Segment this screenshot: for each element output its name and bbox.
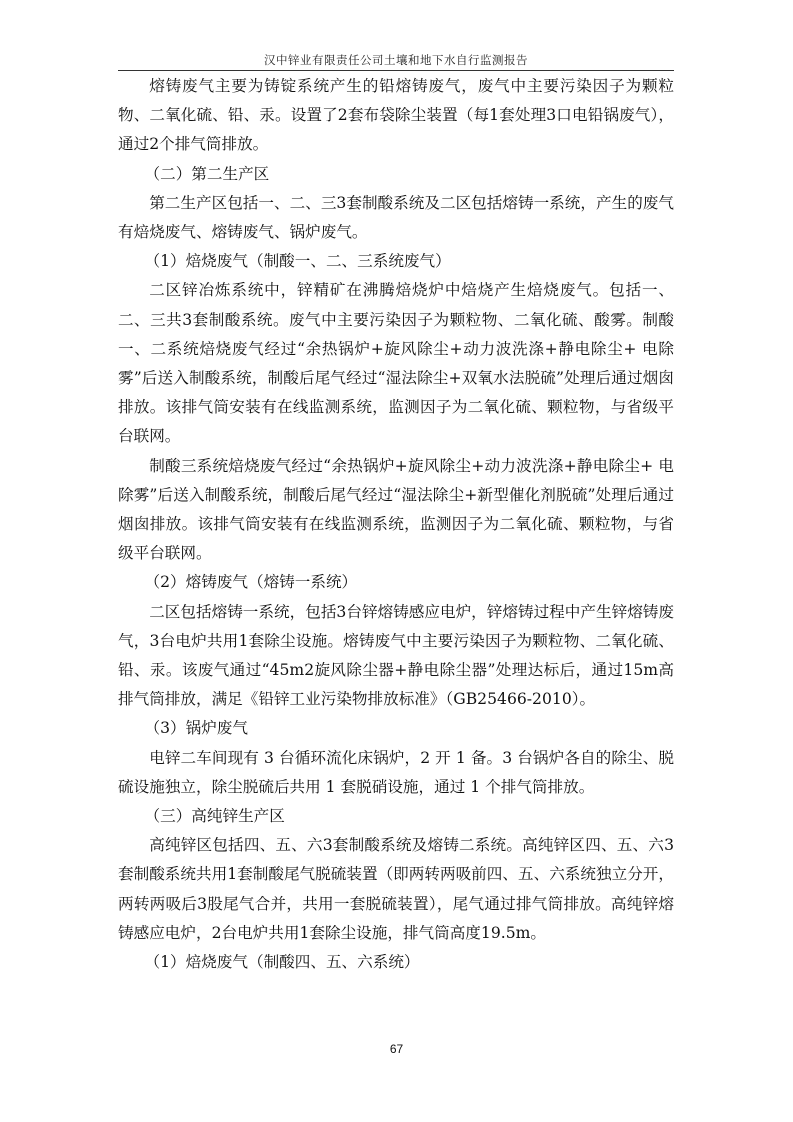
document-body — [118, 72, 674, 977]
header-divider — [118, 70, 674, 71]
paragraph-casting-gas-1: 二区包括熔铸一系统，包括3台锌熔铸感应电炉，锌熔铸过程中产生锌熔铸废气，3台电炉共用1套除尘设施。熔铸废气中主要污染因子为颗粒物、二氧化硫、铅、汞。该废气通过“45m2旋风除尘器+静电除尘器”处理达标后，通过15m高排气筒排放，满足《铅锌工业污染物排放标准》（GB25466-2010）。 — [118, 602, 674, 709]
subheading-roasting-gas-4-6: （1）焙烧废气（制酸四、五、六系统） — [144, 953, 420, 972]
subheading-casting-gas-1: （2）熔铸废气（熔铸一系统） — [144, 573, 358, 592]
paragraph-roasting-gas-1-2: 二区锌冶炼系统中，锌精矿在沸腾焙烧炉中焙烧产生焙烧废气。包括一、二、三共3套制酸系统。废气中主要污染因子为颗粒物、二氧化硫、酸雾。制酸一、二系统焙烧废气经过“余热锅炉+旋风除尘+动力波洗涤+静电除尘+ 电除雾”后送入制酸系统，制酸后尾气经过“湿法除尘+双氧水法脱硫”处理后通过烟囱排放。该排气筒安装有在线监测系统，监测因子为二氧化硫、颗粒物，与省级平台联网。 — [118, 281, 674, 446]
paragraph-roasting-gas-3: 制酸三系统焙烧废气经过“余热锅炉+旋风除尘+动力波洗涤+静电除尘+ 电除雾”后送入制酸系统，制酸后尾气经过“湿法除尘+新型催化剂脱硫”处理后通过烟囱排放。该排气筒安装有在线监测系统，监测因子为二氧化硫、颗粒物，与省级平台联网。 — [118, 456, 674, 563]
subheading-roasting-gas-1-3: （1）焙烧废气（制酸一、二、三系统废气） — [144, 252, 451, 271]
subheading-boiler-gas: （3）锅炉废气 — [144, 719, 248, 738]
paragraph-boiler-gas: 电锌二车间现有 3 台循环流化床锅炉，2 开 1 备。3 台锅炉各自的除尘、脱硫设施独立，除尘脱硫后共用 1 套脱硝设施，通过 1 个排气筒排放。 — [118, 748, 674, 796]
paragraph-high-purity-zinc-overview: 高纯锌区包括四、五、六3套制酸系统及熔铸二系统。高纯锌区四、五、六3套制酸系统共用1套制酸尾气脱硫装置（即两转两吸前四、五、六系统独立分开，两转两吸后3股尾气合并，共用一套脱硫装置），尾气通过排气筒排放。高纯锌熔铸感应电炉，2台电炉共用1套除尘设施，排气筒高度19.5m。 — [118, 836, 674, 942]
section-heading-high-purity-zinc-area: （三）高纯锌生产区 — [144, 807, 285, 826]
section-heading-second-production-area: （二）第二生产区 — [144, 164, 270, 183]
page-number: 67 — [389, 1042, 404, 1056]
paragraph-second-area-overview: 第二生产区包括一、二、三3套制酸系统及二区包括熔铸一系统，产生的废气有焙烧废气、熔铸废气、锅炉废气。 — [118, 193, 674, 242]
page-header-title: 汉中锌业有限责任公司土壤和地下水自行监测报告 — [264, 53, 528, 67]
paragraph-lead-smelting-gas: 熔铸废气主要为铸锭系统产生的铅熔铸废气，废气中主要污染因子为颗粒物、二氧化硫、铅、汞。设置了2套布袋除尘装置（每1套处理3口电铅锅废气），通过2个排气筒排放。 — [118, 77, 674, 154]
